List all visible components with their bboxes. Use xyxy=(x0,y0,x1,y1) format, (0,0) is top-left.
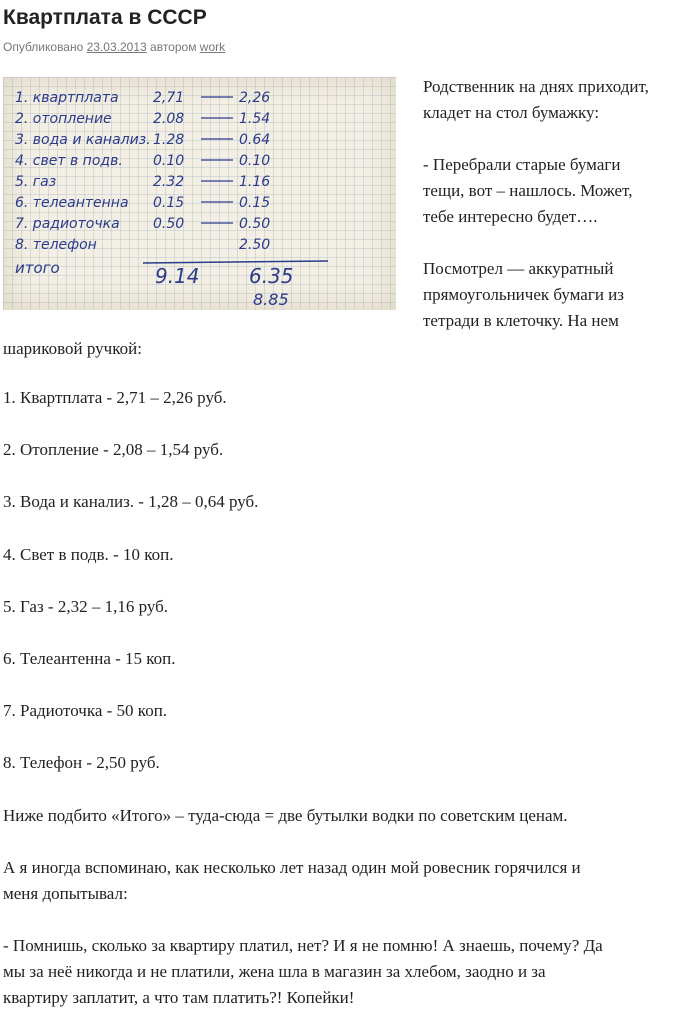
intro-line: кладет на стол бумажку: xyxy=(423,103,600,122)
expense-item: 5. Газ - 2,32 – 1,16 руб. xyxy=(3,596,169,616)
meta-published-label: Опубликовано xyxy=(3,40,84,54)
note-row-a: 0.50 xyxy=(153,216,185,232)
note-total-c: 8.85 xyxy=(253,290,289,309)
expense-item: 4. Свет в подв. - 10 коп. xyxy=(3,544,174,564)
note-row-label: 6. телеантенна xyxy=(15,195,129,211)
note-row-label: 5. газ xyxy=(15,174,57,190)
intro-line: Родственник на днях приходит, xyxy=(423,77,649,96)
post-author-link[interactable]: work xyxy=(199,40,226,54)
note-row-a: 0.10 xyxy=(153,153,185,169)
note-row-label: 8. телефон xyxy=(15,237,97,253)
recollection-line: А я иногда вспоминаю, как несколько лет назад один мой ровесник горячился и xyxy=(3,858,581,877)
note-row-b: 2,26 xyxy=(239,90,271,106)
intro-line: тебе интересно будет…. xyxy=(423,207,598,226)
note-row-a: 2.32 xyxy=(153,174,185,190)
expense-item: 7. Радиоточка - 50 коп. xyxy=(3,701,168,721)
note-total-a: 9.14 xyxy=(155,264,200,288)
note-row-b: 2.50 xyxy=(239,237,271,253)
note-row-a: 0.15 xyxy=(153,195,185,211)
expense-item: 2. Отопление - 2,08 – 1,54 руб. xyxy=(3,440,224,460)
handwritten-note-photo xyxy=(3,77,396,310)
note-row-label: 2. отопление xyxy=(15,111,112,127)
note-row-b: 0.10 xyxy=(239,153,271,169)
expense-item: 8. Телефон - 2,50 руб. xyxy=(3,753,160,773)
expense-item: 3. Вода и канализ. - 1,28 – 0,64 руб. xyxy=(3,492,259,512)
handwritten-note-drawing xyxy=(3,77,396,310)
note-row-b: 1.54 xyxy=(239,111,271,127)
quote-line: квартиру заплатит, а что там платить?! Копейки! xyxy=(3,988,355,1007)
intro-line: - Перебрали старые бумаги xyxy=(423,155,621,174)
total-line xyxy=(143,261,328,263)
note-row-label: 4. свет в подв. xyxy=(15,153,123,169)
note-total-b: 6.35 xyxy=(249,264,294,288)
note-row-label: 1. квартплата xyxy=(15,90,119,106)
note-row-a: 2,71 xyxy=(153,90,185,106)
intro-line: Посмотрел — аккуратный xyxy=(423,259,614,278)
quote-line: - Помнишь, сколько за квартиру платил, нет? И я не помню! А знаешь, почему? Да xyxy=(3,936,603,955)
note-row-b: 0.15 xyxy=(239,195,271,211)
recollection-line: меня допытывал: xyxy=(3,884,128,903)
expense-item: 1. Квартплата - 2,71 – 2,26 руб. xyxy=(3,388,227,407)
intro-line: тещи, вот – нашлось. Может, xyxy=(423,181,633,200)
post-date-link[interactable]: 23.03.2013 xyxy=(86,40,147,54)
note-row-b: 0.64 xyxy=(239,132,271,148)
note-row-label: 7. радиоточка xyxy=(15,216,120,232)
intro-tail-text: шариковой ручкой: xyxy=(3,339,142,358)
summary-text: Ниже подбито «Итого» – туда-сюда = две бутылки водки по советским ценам. xyxy=(3,806,568,825)
note-row-label: 3. вода и канализ. xyxy=(15,132,151,148)
note-row-b: 0.50 xyxy=(239,216,271,232)
expense-item: 6. Телеантенна - 15 коп. xyxy=(3,649,176,668)
intro-line: прямоугольничек бумаги из xyxy=(423,285,624,304)
note-row-a: 2.08 xyxy=(153,111,185,127)
meta-author-label: автором xyxy=(150,40,197,54)
post-title: Квартплата в СССР xyxy=(3,6,207,29)
note-total-label: итого xyxy=(15,259,60,277)
note-row-a: 1.28 xyxy=(153,132,185,148)
post-meta xyxy=(3,40,225,54)
intro-line: тетради в клеточку. На нем xyxy=(423,311,619,330)
quote-line: мы за неё никогда и не платили, жена шла в магазин за хлебом, заодно и за xyxy=(3,962,546,981)
note-row-b: 1.16 xyxy=(239,174,271,190)
